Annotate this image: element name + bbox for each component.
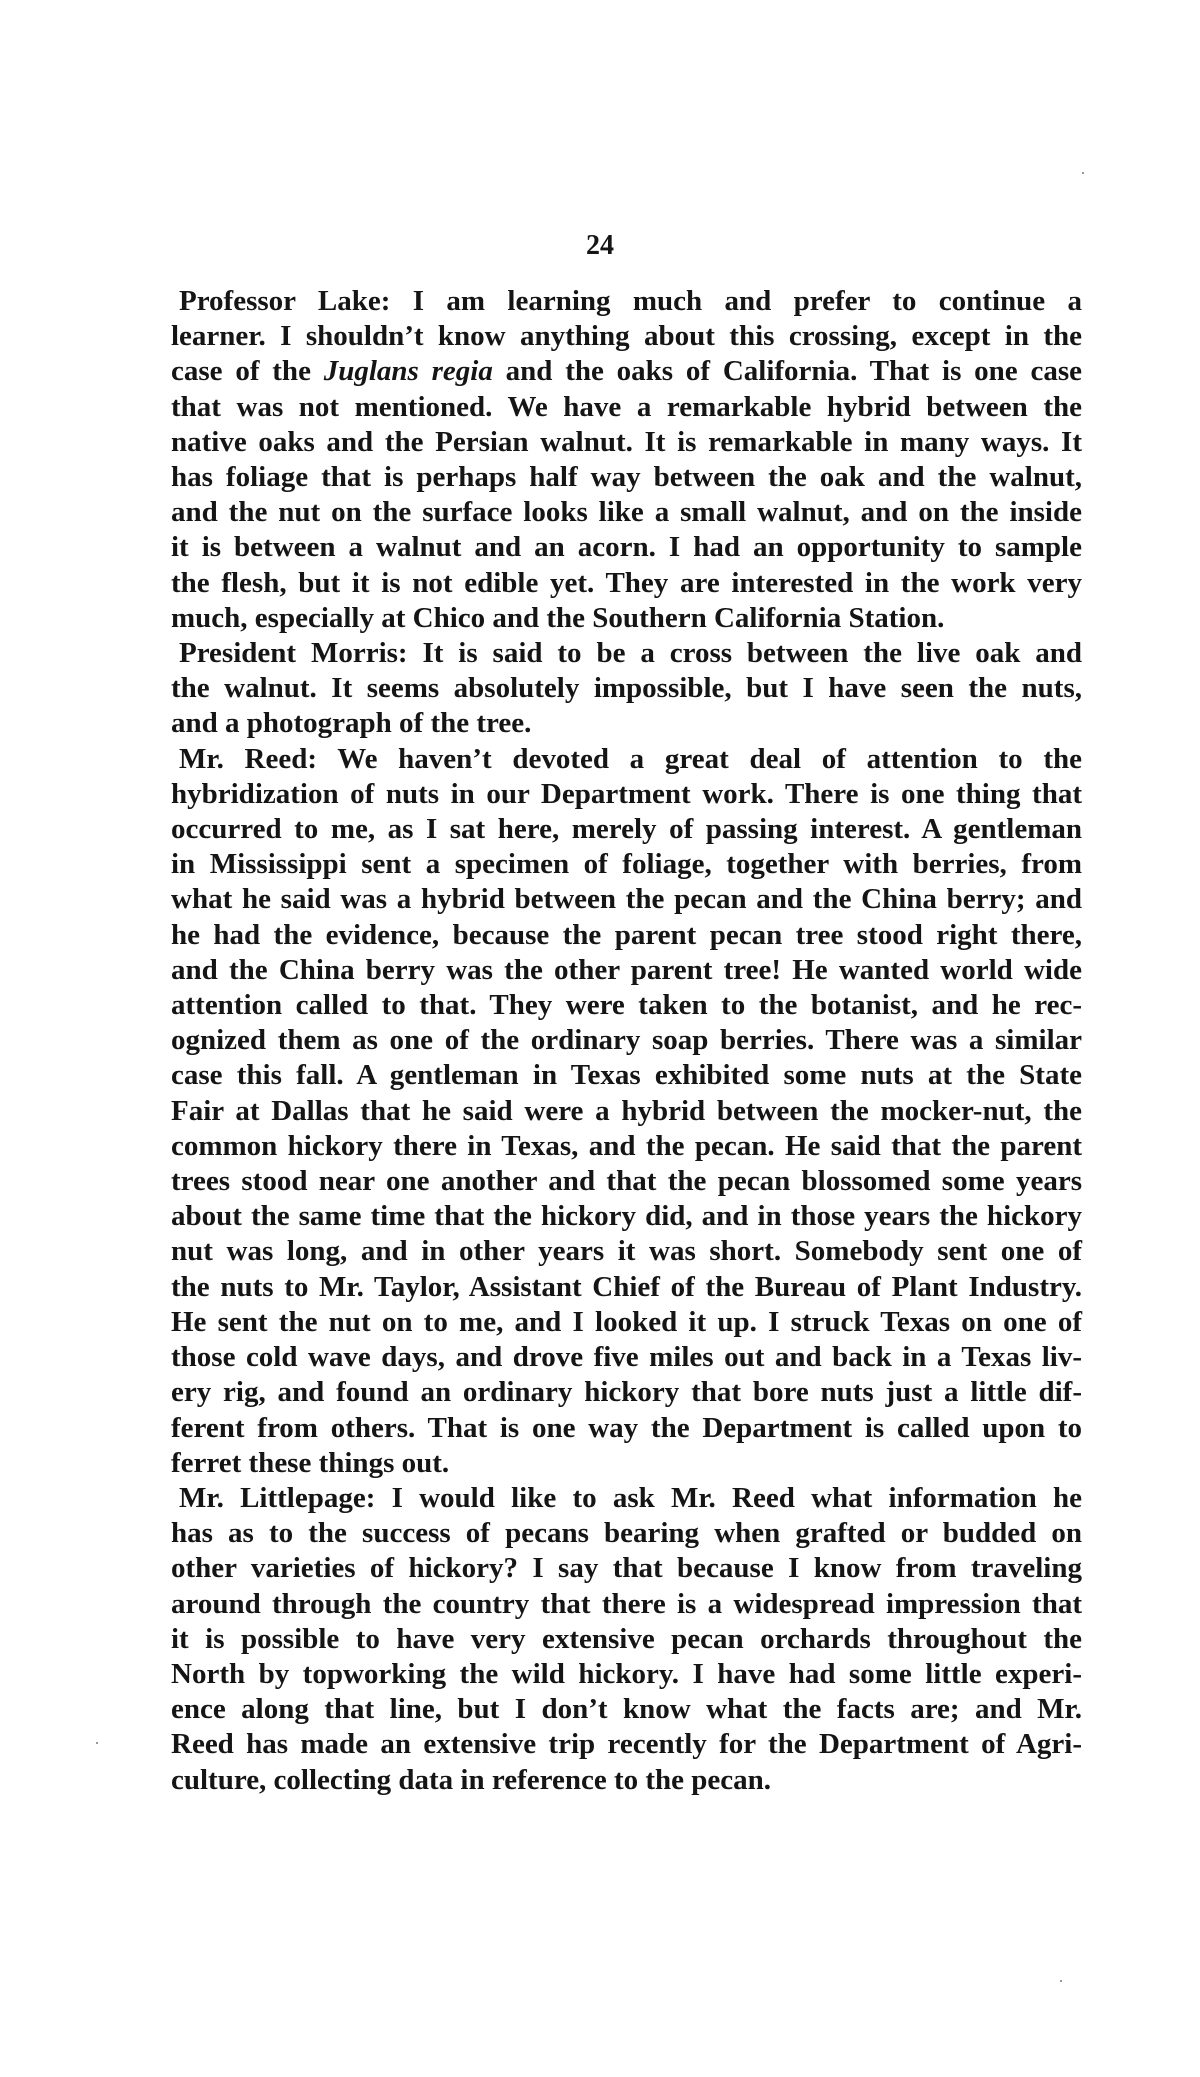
text-line: much, especially at Chico and the Southern California Station. [171,601,945,634]
text-line: about the same time that the hickory did, and in those years the hickory [171,1200,1082,1233]
text-line: has as to the success of pecans bearing when grafted or budded on [171,1517,1082,1550]
text-line: those cold wave days, and drove five miles out and back in a Texas liv- [171,1341,1082,1374]
text-line: Professor Lake: I am learning much and prefer to continue a [179,285,1082,317]
text-line: North by topworking the wild hickory. I have had some little experi- [171,1657,1082,1690]
text-line: the walnut. It seems absolutely impossible, but I have seen the nuts, [171,672,1082,705]
text-line: Mr. Littlepage: I would like to ask Mr. Reed what information he [179,1481,1082,1514]
text-line: nut was long, and in other years it was short. Somebody sent one of [171,1235,1082,1268]
scan-speck [1082,172,1084,174]
text-line: has foliage that is perhaps half way between the oak and the walnut, [171,461,1082,494]
text-line: around through the country that there is a widespread impression that [171,1587,1082,1620]
text-line: other varieties of hickory? I say that because I know from traveling [171,1552,1082,1585]
text-line: ognized them as one of the ordinary soap berries. There was a similar [171,1024,1082,1057]
scan-speck [1060,1980,1062,1982]
text-line: that was not mentioned. We have a remarkable hybrid between the [171,390,1082,423]
text-line: it is between a walnut and an acorn. I had an opportunity to sample [171,531,1082,564]
text-line: and the China berry was the other parent tree! He wanted world wide [171,953,1082,986]
text-line: Reed has made an extensive trip recently for the Department of Agri- [171,1728,1082,1761]
text-line: President Morris: It is said to be a cross between the live oak and [179,637,1082,670]
text-line: case this fall. A gentleman in Texas exhibited some nuts at the State [171,1059,1082,1092]
scan-speck [96,1742,98,1744]
text-line: occurred to me, as I sat here, merely of passing interest. A gentleman [171,813,1082,846]
text-line: and the nut on the surface looks like a small walnut, and on the inside [171,496,1082,529]
text-line: hybridization of nuts in our Department work. There is one thing that [171,777,1082,810]
text-line: and a photograph of the tree. [171,707,532,740]
paragraph-president-morris [166,636,1082,742]
text-line: common hickory there in Texas, and the pecan. He said that the parent [171,1129,1082,1162]
text-line: it is possible to have very extensive pecan orchards throughout the [171,1622,1082,1655]
text-line: learner. I shouldn’t know anything about this crossing, except in the [171,320,1082,353]
text-line: culture, collecting data in reference to the pecan. [171,1763,772,1796]
text-line: Mr. Reed: We haven’t devoted a great deal of attention to the [179,742,1082,775]
paragraph-professor-lake [166,284,1082,636]
text-line: the flesh, but it is not edible yet. They are interested in the work very [171,566,1082,599]
text-line: in Mississippi sent a specimen of foliage, together with berries, from [171,848,1082,881]
page-number: 24 [586,230,614,261]
text-line: Fair at Dallas that he said were a hybrid between the mocker-nut, the [171,1094,1082,1127]
text-line: what he said was a hybrid between the pecan and the China berry; and [171,883,1082,916]
paragraph-mr-littlepage [166,1481,1082,1798]
text-line: He sent the nut on to me, and I looked it up. I struck Texas on one of [171,1305,1082,1338]
text-line: ery rig, and found an ordinary hickory that bore nuts just a little dif- [171,1376,1082,1409]
text-line: he had the evidence, because the parent pecan tree stood right there, [171,918,1082,951]
text-line: trees stood near one another and that the pecan blossomed some years [171,1165,1082,1198]
text-line: attention called to that. They were taken to the botanist, and he rec- [171,989,1082,1022]
paragraph-mr-reed [166,742,1082,1481]
text-line: native oaks and the Persian walnut. It is remarkable in many ways. It [171,425,1082,458]
page-body [166,284,1082,1798]
text-line: ence along that line, but I don’t know what the facts are; and Mr. [171,1693,1082,1726]
text-line: the nuts to Mr. Taylor, Assistant Chief of the Bureau of Plant Industry. [171,1270,1082,1303]
text-line: ferret these things out. [171,1446,450,1479]
text-line: case of the Juglans regia and the oaks of California. That is one case [171,355,1083,388]
text-line: ferent from others. That is one way the Department is called upon to [171,1411,1082,1444]
